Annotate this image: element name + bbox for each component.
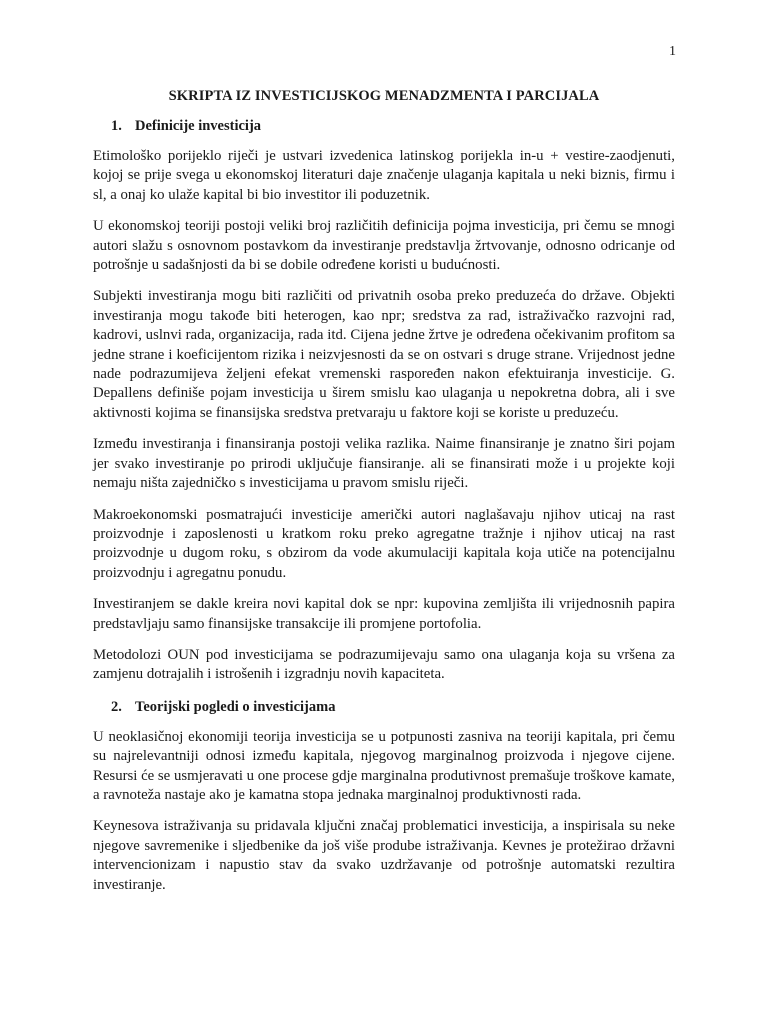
paragraph: Između investiranja i finansiranja postoji velika razlika. Naime finansiranje je znatno širi pojam jer svako investiranje po prirodi uključuje fiansiranje. ali se finansirati može i u projekte koji nemaju ništa zajedničko s investicijama u pravom smislu riječi.	[93, 436, 675, 492]
section-heading	[93, 116, 675, 136]
paragraph: Metodolozi OUN pod investicijama se podrazumijevaju samo ona ulaganja koja su vršena za zamjenu dotrajalih i istrošenih i izgradnju novih kapaciteta.	[93, 646, 675, 683]
paragraph: Keynesova istraživanja su pridavala ključni značaj problematici investicija, a inspirisala su neke njegove savremenike i sljedbenike da još više prodube istraživanja. Kevnes je protežirao državni intervencionizam i napustio stav da svako uzdržavanje od potrošnje automatski rezultira investiranje.	[93, 818, 675, 893]
paragraph: U ekonomskoj teoriji postoji veliki broj različitih definicija pojma investicija, pri čemu se mnogi autori slažu s osnovnom postavkom da investiranje predstavlja žrtvovanje, odnosno odricanje od potrošnje u sadašnjosti da bi se dobile određene koristi u budućnosti.	[93, 218, 675, 274]
page-number: 1	[669, 44, 676, 59]
document-title: SKRIPTA IZ INVESTICIJSKOG MENADZMENTA I PARCIJALA	[168, 88, 600, 104]
section-heading	[93, 697, 675, 717]
paragraph: Subjekti investiranja mogu biti različiti od privatnih osoba preko preduzeća do države. Objekti investiranja mogu takođe biti heterogen, kao npr; sredstva za rad, istraživačko razvojni rad, kadrovi, uslnvi rada, organizacija, rada itd. Cijena jedne žrtve je određena očekivanim profitom sa jedne strane i koeficijentom rizika i neizvjesnosti da se on ostvari s druge strane. Vrijednost jedne nade podrazumijeva željeni efekat vremenski raspoređen nakon efektuiranja investicije. G. Depallens definiše pojam investicija u širem smislu kao ulaganja u nepokretna dobra, ali i sve aktivnosti kojima se finansijska sredstva pretvaraju u faktore koji se koriste u preduzeću.	[93, 288, 675, 421]
paragraph: Makroekonomski posmatrajući investicije američki autori naglašavaju njihov uticaj na rast proizvodnje i zaposlenosti u kratkom roku preko agregatne tražnje i njihov uticaj na rast proizvodnje u dugom roku, s obzirom da vode akumulaciji kapitala koja utiče na potencijalnu proizvodnju i agregatnu ponudu.	[93, 506, 675, 581]
section-number: 1.	[111, 118, 122, 134]
paragraph: Etimološko porijeklo riječi je ustvari izvedenica latinskog porijekla in-u + vestire-zaodjenuti, kojoj se prije svega u ekonomskoj literaturi daje značenje ulaganja kapitala u neki biznis, firmu i sl, a onaj ko ulaže kapital bi bio investitor ili poduzetnik.	[93, 148, 675, 203]
document-body	[93, 86, 675, 907]
paragraph: U neoklasičnoj ekonomiji teorija investicija se u potpunosti zasniva na teoriji kapitala, pri čemu su najrelevantniji odnosi između kapitala, njegovog marginalnog proizvoda i njegove cijene. Resursi će se usmjeravati u one procese gdje marginalna produtivnost premašuje troškove kamate, a ravnoteža nastaje ako je kamatna stopa jednaka marginalnoj produktivnosti rada.	[93, 728, 675, 803]
section-number: 2.	[111, 698, 122, 715]
section-heading-text: Definicije investicija	[135, 118, 262, 134]
section-2	[93, 697, 675, 895]
paragraph: Investiranjem se dakle kreira novi kapital dok se npr: kupovina zemljišta ili vrijednosnih papira predstavljaju samo finansijske transakcije ili promjene portofolia.	[93, 596, 675, 632]
section-1	[93, 116, 675, 685]
section-heading-text: Teorijski pogledi o investicijama	[135, 698, 336, 715]
